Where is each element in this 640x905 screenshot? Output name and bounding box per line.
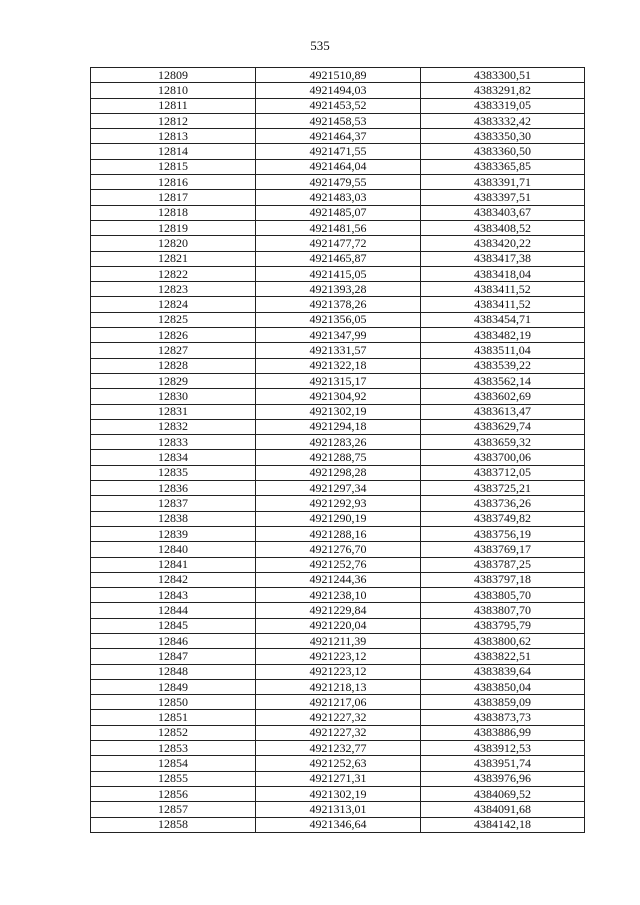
table-row: [91, 465, 585, 480]
x-coordinate-cell: 4921288,16: [256, 526, 421, 541]
y-coordinate-cell: 4383365,85: [421, 159, 585, 174]
point-number-cell: 12833: [91, 435, 256, 450]
point-number-cell: 12820: [91, 236, 256, 251]
table-row: [91, 771, 585, 786]
x-coordinate-cell: 4921227,32: [256, 725, 421, 740]
y-coordinate-cell: 4383403,67: [421, 205, 585, 220]
point-number-cell: 12839: [91, 526, 256, 541]
y-coordinate-cell: 4383300,51: [421, 68, 585, 83]
table-row: [91, 679, 585, 694]
x-coordinate-cell: 4921292,93: [256, 496, 421, 511]
table-row: [91, 389, 585, 404]
point-number-cell: 12840: [91, 542, 256, 557]
x-coordinate-cell: 4921322,18: [256, 358, 421, 373]
y-coordinate-cell: 4383408,52: [421, 220, 585, 235]
table-row: [91, 725, 585, 740]
y-coordinate-cell: 4383360,50: [421, 144, 585, 159]
point-number-cell: 12854: [91, 756, 256, 771]
y-coordinate-cell: 4383839,64: [421, 664, 585, 679]
table-row: [91, 358, 585, 373]
table-row: [91, 328, 585, 343]
point-number-cell: 12851: [91, 710, 256, 725]
table-row: [91, 144, 585, 159]
table-row: [91, 695, 585, 710]
point-number-cell: 12857: [91, 802, 256, 817]
y-coordinate-cell: 4383391,71: [421, 175, 585, 190]
y-coordinate-cell: 4384091,68: [421, 802, 585, 817]
y-coordinate-cell: 4383332,42: [421, 113, 585, 128]
x-coordinate-cell: 4921220,04: [256, 618, 421, 633]
point-number-cell: 12815: [91, 159, 256, 174]
x-coordinate-cell: 4921471,55: [256, 144, 421, 159]
x-coordinate-cell: 4921453,52: [256, 98, 421, 113]
table-row: [91, 603, 585, 618]
y-coordinate-cell: 4383629,74: [421, 419, 585, 434]
table-row: [91, 404, 585, 419]
point-number-cell: 12834: [91, 450, 256, 465]
point-number-cell: 12809: [91, 68, 256, 83]
x-coordinate-cell: 4921304,92: [256, 389, 421, 404]
y-coordinate-cell: 4383797,18: [421, 572, 585, 587]
x-coordinate-cell: 4921346,64: [256, 817, 421, 832]
table-row: [91, 251, 585, 266]
table-row: [91, 633, 585, 648]
x-coordinate-cell: 4921465,87: [256, 251, 421, 266]
x-coordinate-cell: 4921347,99: [256, 328, 421, 343]
point-number-cell: 12832: [91, 419, 256, 434]
table-row: [91, 435, 585, 450]
x-coordinate-cell: 4921218,13: [256, 679, 421, 694]
point-number-cell: 12841: [91, 557, 256, 572]
y-coordinate-cell: 4383886,99: [421, 725, 585, 740]
x-coordinate-cell: 4921481,56: [256, 220, 421, 235]
y-coordinate-cell: 4383736,26: [421, 496, 585, 511]
y-coordinate-cell: 4383411,52: [421, 297, 585, 312]
point-number-cell: 12856: [91, 786, 256, 801]
point-number-cell: 12811: [91, 98, 256, 113]
table-row: [91, 526, 585, 541]
x-coordinate-cell: 4921211,39: [256, 633, 421, 648]
x-coordinate-cell: 4921458,53: [256, 113, 421, 128]
point-number-cell: 12849: [91, 679, 256, 694]
table-row: [91, 113, 585, 128]
table-row: [91, 282, 585, 297]
table-row: [91, 450, 585, 465]
point-number-cell: 12850: [91, 695, 256, 710]
point-number-cell: 12825: [91, 312, 256, 327]
table-row: [91, 664, 585, 679]
y-coordinate-cell: 4383769,17: [421, 542, 585, 557]
x-coordinate-cell: 4921290,19: [256, 511, 421, 526]
x-coordinate-cell: 4921297,34: [256, 481, 421, 496]
point-number-cell: 12812: [91, 113, 256, 128]
table-row: [91, 419, 585, 434]
table-row: [91, 266, 585, 281]
table-row: [91, 817, 585, 832]
y-coordinate-cell: 4383859,09: [421, 695, 585, 710]
table-row: [91, 175, 585, 190]
table-row: [91, 618, 585, 633]
y-coordinate-cell: 4383482,19: [421, 328, 585, 343]
point-number-cell: 12813: [91, 129, 256, 144]
x-coordinate-cell: 4921393,28: [256, 282, 421, 297]
x-coordinate-cell: 4921276,70: [256, 542, 421, 557]
table-row: [91, 159, 585, 174]
point-number-cell: 12822: [91, 266, 256, 281]
table-row: [91, 756, 585, 771]
point-number-cell: 12842: [91, 572, 256, 587]
table-row: [91, 236, 585, 251]
point-number-cell: 12855: [91, 771, 256, 786]
x-coordinate-cell: 4921331,57: [256, 343, 421, 358]
y-coordinate-cell: 4384142,18: [421, 817, 585, 832]
y-coordinate-cell: 4383756,19: [421, 526, 585, 541]
y-coordinate-cell: 4384069,52: [421, 786, 585, 801]
table-row: [91, 588, 585, 603]
table-row: [91, 312, 585, 327]
point-number-cell: 12848: [91, 664, 256, 679]
table-row: [91, 649, 585, 664]
x-coordinate-cell: 4921477,72: [256, 236, 421, 251]
table-row: [91, 572, 585, 587]
table-row: [91, 205, 585, 220]
table-row: [91, 542, 585, 557]
x-coordinate-cell: 4921227,32: [256, 710, 421, 725]
point-number-cell: 12838: [91, 511, 256, 526]
point-number-cell: 12847: [91, 649, 256, 664]
y-coordinate-cell: 4383976,96: [421, 771, 585, 786]
point-number-cell: 12837: [91, 496, 256, 511]
point-number-cell: 12843: [91, 588, 256, 603]
point-number-cell: 12852: [91, 725, 256, 740]
point-number-cell: 12828: [91, 358, 256, 373]
x-coordinate-cell: 4921302,19: [256, 786, 421, 801]
x-coordinate-cell: 4921479,55: [256, 175, 421, 190]
y-coordinate-cell: 4383800,62: [421, 633, 585, 648]
table-row: [91, 297, 585, 312]
point-number-cell: 12845: [91, 618, 256, 633]
x-coordinate-cell: 4921302,19: [256, 404, 421, 419]
y-coordinate-cell: 4383417,38: [421, 251, 585, 266]
x-coordinate-cell: 4921294,18: [256, 419, 421, 434]
table-row: [91, 373, 585, 388]
page-number: 535: [310, 38, 330, 53]
point-number-cell: 12821: [91, 251, 256, 266]
y-coordinate-cell: 4383807,70: [421, 603, 585, 618]
table-row: [91, 343, 585, 358]
x-coordinate-cell: 4921485,07: [256, 205, 421, 220]
point-number-cell: 12830: [91, 389, 256, 404]
table-row: [91, 802, 585, 817]
x-coordinate-cell: 4921229,84: [256, 603, 421, 618]
y-coordinate-cell: 4383822,51: [421, 649, 585, 664]
x-coordinate-cell: 4921464,04: [256, 159, 421, 174]
y-coordinate-cell: 4383712,05: [421, 465, 585, 480]
point-number-cell: 12844: [91, 603, 256, 618]
x-coordinate-cell: 4921356,05: [256, 312, 421, 327]
x-coordinate-cell: 4921298,28: [256, 465, 421, 480]
y-coordinate-cell: 4383749,82: [421, 511, 585, 526]
point-number-cell: 12810: [91, 83, 256, 98]
x-coordinate-cell: 4921283,26: [256, 435, 421, 450]
table-row: [91, 129, 585, 144]
y-coordinate-cell: 4383411,52: [421, 282, 585, 297]
x-coordinate-cell: 4921223,12: [256, 664, 421, 679]
y-coordinate-cell: 4383700,06: [421, 450, 585, 465]
y-coordinate-cell: 4383951,74: [421, 756, 585, 771]
y-coordinate-cell: 4383613,47: [421, 404, 585, 419]
table-row: [91, 481, 585, 496]
x-coordinate-cell: 4921217,06: [256, 695, 421, 710]
y-coordinate-cell: 4383454,71: [421, 312, 585, 327]
y-coordinate-cell: 4383787,25: [421, 557, 585, 572]
x-coordinate-cell: 4921483,03: [256, 190, 421, 205]
point-number-cell: 12836: [91, 481, 256, 496]
x-coordinate-cell: 4921238,10: [256, 588, 421, 603]
y-coordinate-cell: 4383795,79: [421, 618, 585, 633]
x-coordinate-cell: 4921378,26: [256, 297, 421, 312]
x-coordinate-cell: 4921313,01: [256, 802, 421, 817]
y-coordinate-cell: 4383873,73: [421, 710, 585, 725]
table-row: [91, 557, 585, 572]
x-coordinate-cell: 4921288,75: [256, 450, 421, 465]
table-row: [91, 98, 585, 113]
point-number-cell: 12858: [91, 817, 256, 832]
point-number-cell: 12814: [91, 144, 256, 159]
point-number-cell: 12816: [91, 175, 256, 190]
y-coordinate-cell: 4383319,05: [421, 98, 585, 113]
point-number-cell: 12824: [91, 297, 256, 312]
x-coordinate-cell: 4921464,37: [256, 129, 421, 144]
point-number-cell: 12817: [91, 190, 256, 205]
x-coordinate-cell: 4921271,31: [256, 771, 421, 786]
y-coordinate-cell: 4383397,51: [421, 190, 585, 205]
y-coordinate-cell: 4383602,69: [421, 389, 585, 404]
point-number-cell: 12827: [91, 343, 256, 358]
y-coordinate-cell: 4383850,04: [421, 679, 585, 694]
point-number-cell: 12831: [91, 404, 256, 419]
table-row: [91, 190, 585, 205]
point-number-cell: 12835: [91, 465, 256, 480]
table-row: [91, 496, 585, 511]
point-number-cell: 12818: [91, 205, 256, 220]
table-row: [91, 741, 585, 756]
y-coordinate-cell: 4383291,82: [421, 83, 585, 98]
point-number-cell: 12823: [91, 282, 256, 297]
table-row: [91, 83, 585, 98]
x-coordinate-cell: 4921494,03: [256, 83, 421, 98]
table-row: [91, 220, 585, 235]
x-coordinate-cell: 4921244,36: [256, 572, 421, 587]
y-coordinate-cell: 4383350,30: [421, 129, 585, 144]
table-row: [91, 786, 585, 801]
y-coordinate-cell: 4383805,70: [421, 588, 585, 603]
x-coordinate-cell: 4921415,05: [256, 266, 421, 281]
y-coordinate-cell: 4383511,04: [421, 343, 585, 358]
y-coordinate-cell: 4383562,14: [421, 373, 585, 388]
point-number-cell: 12846: [91, 633, 256, 648]
x-coordinate-cell: 4921252,63: [256, 756, 421, 771]
y-coordinate-cell: 4383420,22: [421, 236, 585, 251]
coordinates-table-body: [91, 68, 585, 833]
table-row: [91, 511, 585, 526]
coordinates-table: [90, 67, 585, 833]
x-coordinate-cell: 4921232,77: [256, 741, 421, 756]
table-row: [91, 710, 585, 725]
x-coordinate-cell: 4921510,89: [256, 68, 421, 83]
x-coordinate-cell: 4921315,17: [256, 373, 421, 388]
y-coordinate-cell: 4383539,22: [421, 358, 585, 373]
y-coordinate-cell: 4383659,32: [421, 435, 585, 450]
table-row: [91, 68, 585, 83]
y-coordinate-cell: 4383418,04: [421, 266, 585, 281]
y-coordinate-cell: 4383725,21: [421, 481, 585, 496]
x-coordinate-cell: 4921223,12: [256, 649, 421, 664]
point-number-cell: 12853: [91, 741, 256, 756]
point-number-cell: 12826: [91, 328, 256, 343]
point-number-cell: 12819: [91, 220, 256, 235]
point-number-cell: 12829: [91, 373, 256, 388]
x-coordinate-cell: 4921252,76: [256, 557, 421, 572]
y-coordinate-cell: 4383912,53: [421, 741, 585, 756]
